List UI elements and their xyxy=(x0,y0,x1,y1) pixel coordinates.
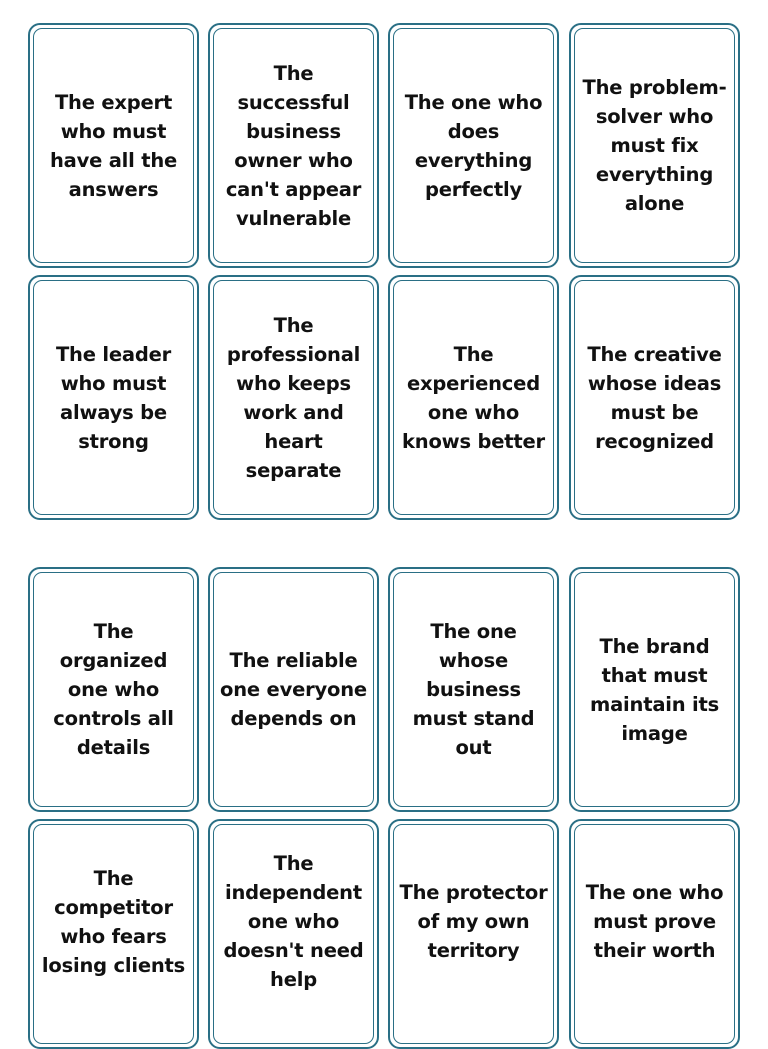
card-text: The experienced one who knows better xyxy=(402,342,545,453)
card-creative xyxy=(569,275,740,520)
card-reliable xyxy=(208,567,379,812)
card-experienced xyxy=(388,275,559,520)
card-text: The problem-solver who must fix everything alone xyxy=(582,76,727,215)
card-text: The organized one who controls all details xyxy=(53,620,174,759)
card-text: The professional who keeps work and heart separate xyxy=(226,313,361,482)
card-text: The protector of my own territory xyxy=(399,881,548,962)
card-text: The competitor who fears losing clients xyxy=(41,866,186,977)
card-prove-worth xyxy=(569,819,740,1049)
card-organized xyxy=(28,567,199,812)
card-problem-solver xyxy=(569,23,740,268)
card-text: The creative whose ideas must be recognized xyxy=(587,342,722,453)
card-expert xyxy=(28,23,199,268)
card-text: The reliable one everyone depends on xyxy=(220,649,367,730)
card-text: The successful business owner who can't appear vulnerable xyxy=(225,61,362,230)
card-protector xyxy=(388,819,559,1049)
card-leader xyxy=(28,275,199,520)
card-brand xyxy=(569,567,740,812)
card-text: The one who does everything perfectly xyxy=(404,90,543,201)
card-text: The one who must prove their worth xyxy=(585,881,724,962)
card-business-owner xyxy=(208,23,379,268)
card-competitor xyxy=(28,819,199,1049)
card-independent xyxy=(208,819,379,1049)
card-text: The independent one who doesn't need help xyxy=(223,852,364,991)
card-professional xyxy=(208,275,379,520)
card-perfectionist xyxy=(388,23,559,268)
card-text: The one whose business must stand out xyxy=(412,620,535,759)
card-text: The leader who must always be strong xyxy=(55,342,172,453)
card-text: The brand that must maintain its image xyxy=(589,634,720,745)
card-text: The expert who must have all the answers xyxy=(49,90,178,201)
card-stand-out xyxy=(388,567,559,812)
